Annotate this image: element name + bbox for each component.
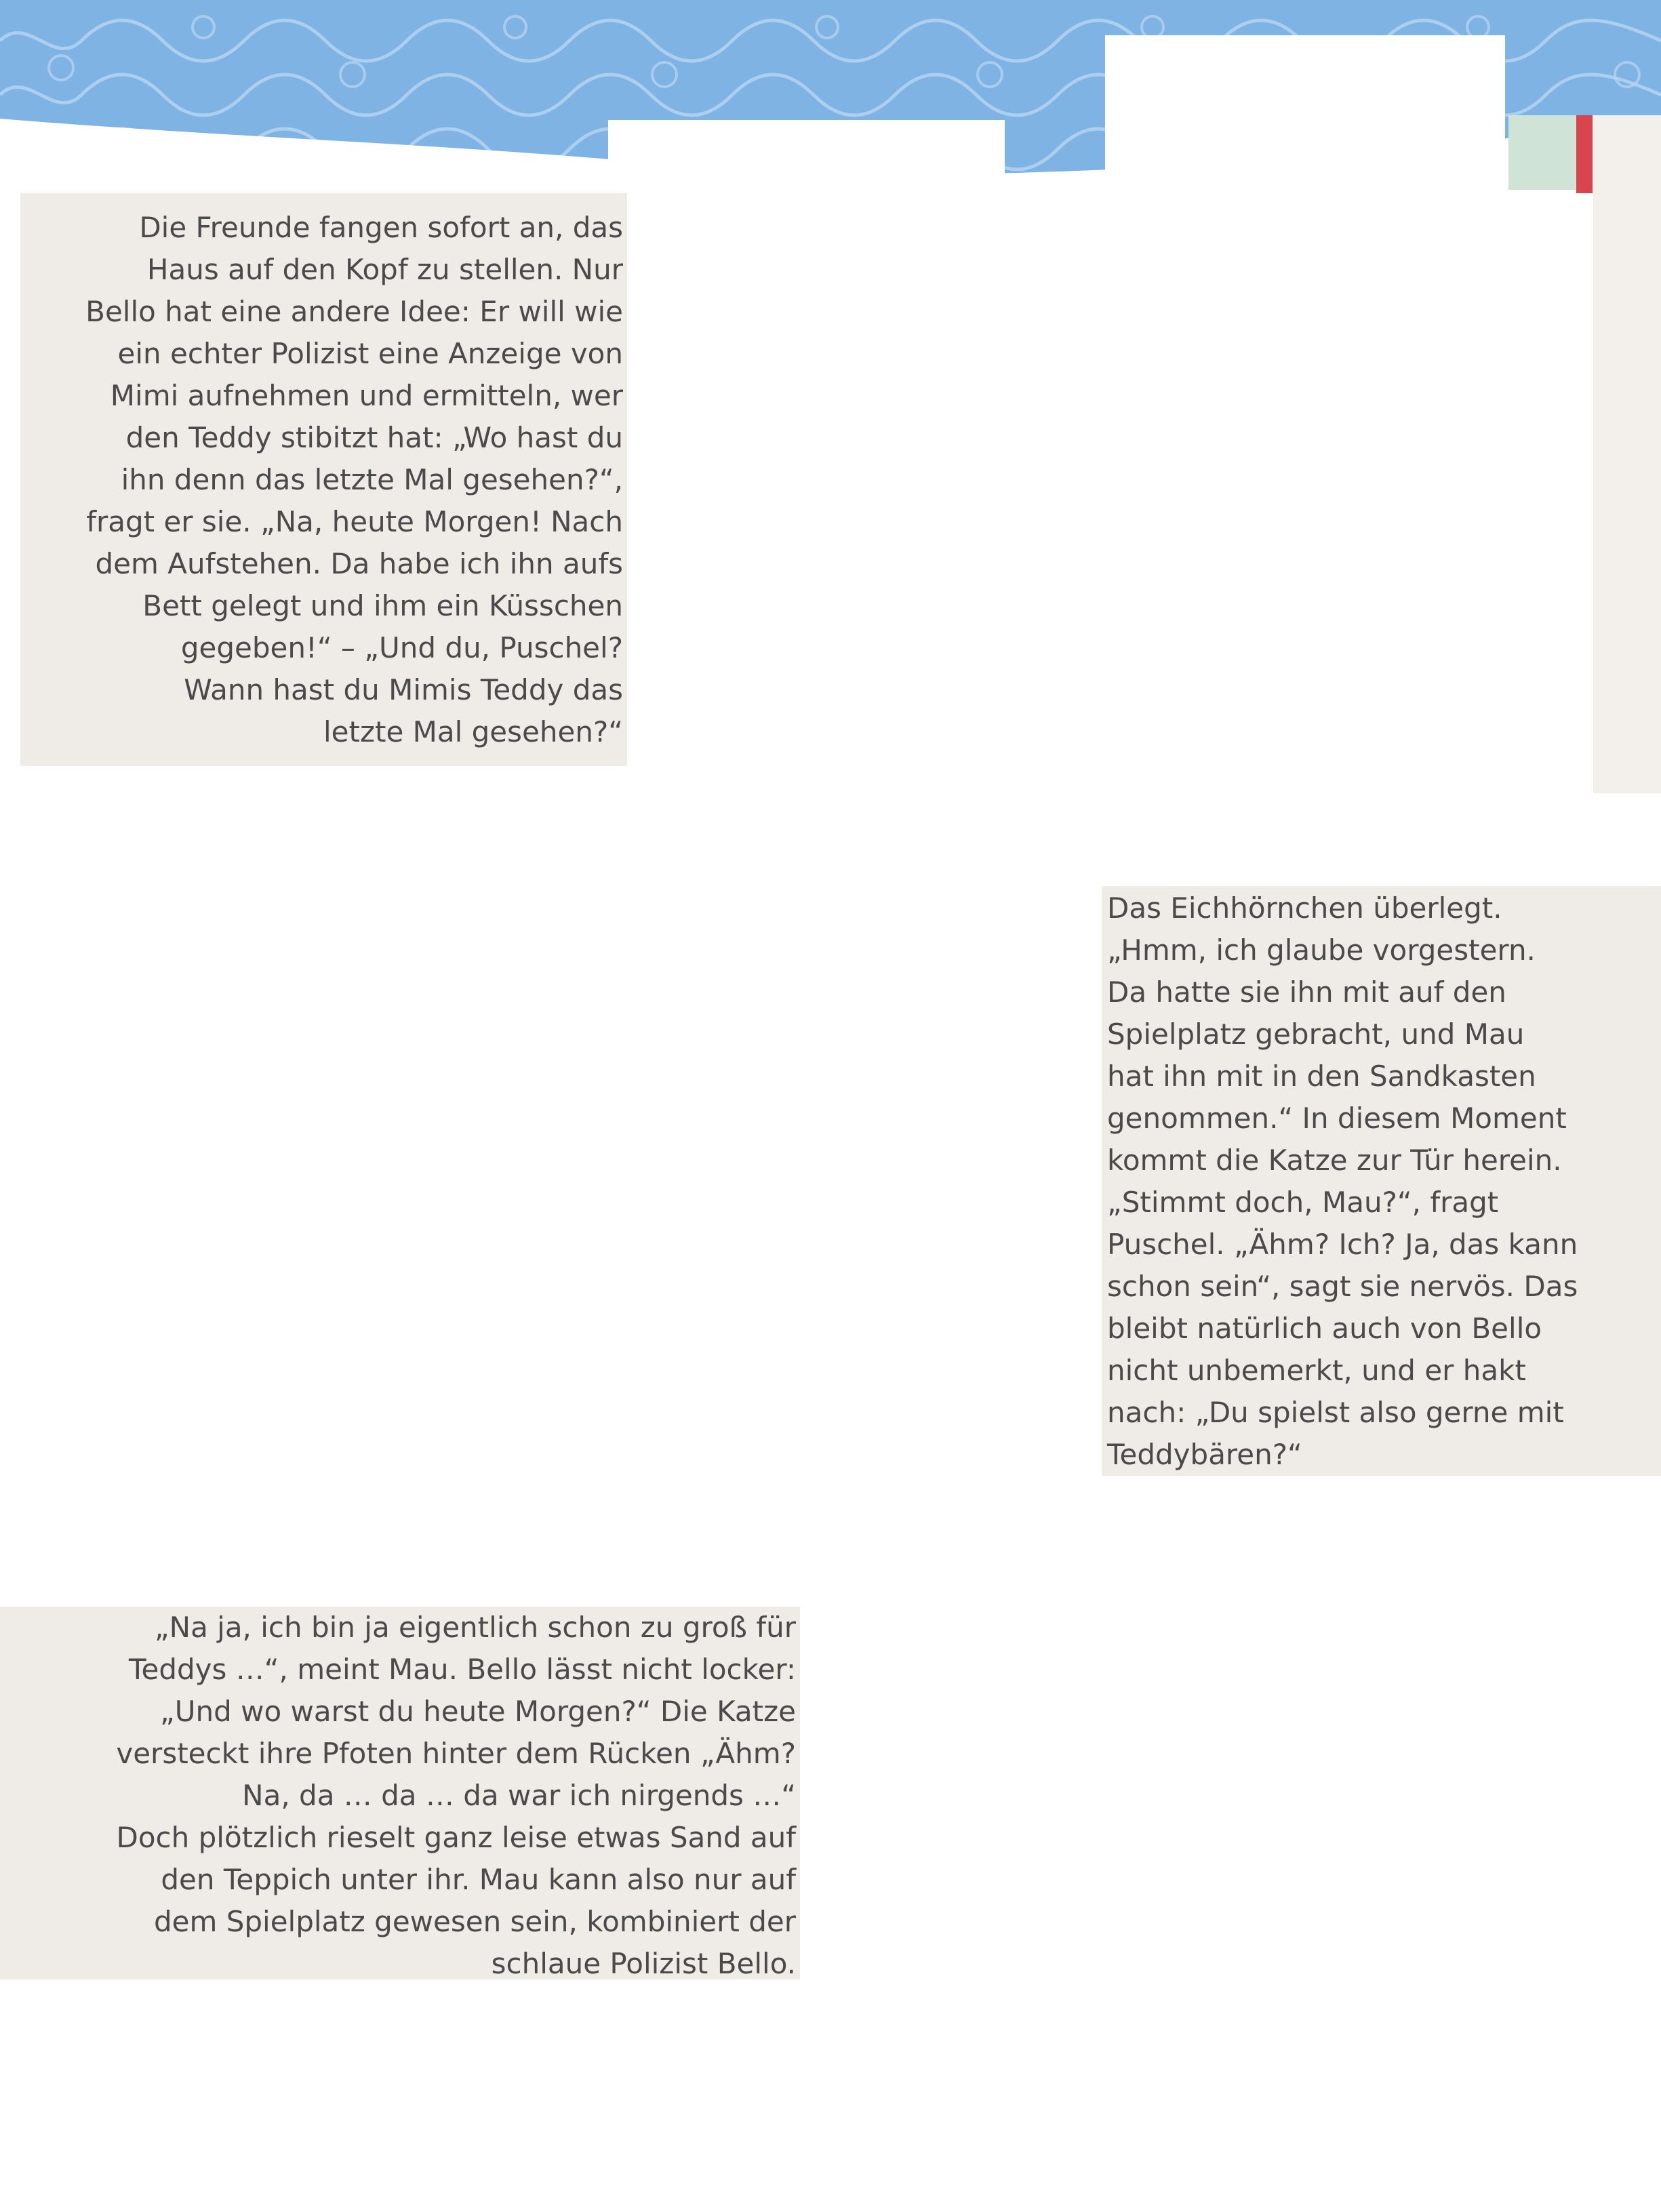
story-paragraph-1 [20, 193, 627, 766]
paragraph-line: Puschel. „Ähm? Ich? Ja, das kann [1107, 1228, 1578, 1261]
story-paragraph-2 [1102, 886, 1661, 1476]
paragraph-line: Bett gelegt und ihm ein Küsschen [142, 589, 623, 622]
paragraph-line: „Hmm, ich glaube vorgestern. [1107, 933, 1536, 967]
paragraph-line: Teddys …“, meint Mau. Bello lässt nicht locker: [128, 1653, 796, 1686]
paragraph-line: genommen.“ In diesem Moment [1107, 1102, 1567, 1135]
paragraph-line: ein echter Polizist eine Anzeige von [117, 337, 623, 370]
curtain-edge [1593, 115, 1661, 793]
paragraph-line: fragt er sie. „Na, heute Morgen! Nach [86, 505, 623, 538]
paragraph-line: versteckt ihre Pfoten hinter dem Rücken „Ähm? [116, 1737, 796, 1770]
paragraph-line: Spielplatz gebracht, und Mau [1107, 1018, 1525, 1051]
paragraph-line: Mimi aufnehmen und ermitteln, wer [110, 379, 623, 412]
paragraph-line: kommt die Katze zur Tür herein. [1107, 1144, 1562, 1177]
paragraph-line: Wann hast du Mimis Teddy das [184, 673, 623, 706]
paragraph-line: Na, da … da … da war ich nirgends …“ [242, 1779, 796, 1812]
curtain-stripe-green [1508, 115, 1576, 190]
paragraph-line: Bello hat eine andere Idee: Er will wie [85, 295, 623, 328]
paragraph-line: „Und wo warst du heute Morgen?“ Die Katze [159, 1695, 796, 1728]
paragraph-line: Das Eichhörnchen überlegt. [1107, 891, 1502, 925]
paragraph-line: ihn denn das letzte Mal gesehen?“, [121, 463, 623, 496]
paragraph-line: gegeben!“ – „Und du, Puschel? [180, 631, 623, 664]
paragraph-line: nicht unbemerkt, und er hakt [1107, 1354, 1526, 1387]
paragraph-line: dem Aufstehen. Da habe ich ihn aufs [95, 547, 623, 580]
paragraph-line: den Teppich unter ihr. Mau kann also nur auf [161, 1863, 796, 1896]
story-paragraph-3 [0, 1607, 800, 1979]
masked-image-left [20, 766, 1102, 1607]
paragraph-line: Doch plötzlich rieselt ganz leise etwas Sand auf [116, 1821, 796, 1854]
paragraph-line: Da hatte sie ihn mit auf den [1107, 976, 1506, 1009]
paragraph-line: „Na ja, ich bin ja eigentlich schon zu groß für [154, 1611, 796, 1644]
paragraph-line: Haus auf den Kopf zu stellen. Nur [146, 253, 623, 286]
paragraph-line: schlaue Polizist Bello. [491, 1947, 796, 1980]
paragraph-line: letzte Mal gesehen?“ [323, 715, 623, 748]
paragraph-line: „Stimmt doch, Mau?“, fragt [1107, 1186, 1499, 1219]
masked-image-top-right [1105, 35, 1505, 198]
paragraph-line: hat ihn mit in den Sandkasten [1107, 1060, 1536, 1093]
paragraph-line: bleibt natürlich auch von Bello [1107, 1312, 1542, 1345]
paragraph-line: Teddybären?“ [1107, 1438, 1302, 1471]
masked-image-top-mid [608, 120, 1005, 195]
paragraph-line: nach: „Du spielst also gerne mit [1107, 1396, 1564, 1429]
paragraph-line: schon sein“, sagt sie nervös. Das [1107, 1270, 1578, 1303]
paragraph-line: dem Spielplatz gewesen sein, kombiniert der [153, 1905, 796, 1938]
paragraph-line: Die Freunde fangen sofort an, das [139, 211, 623, 244]
paragraph-line: den Teddy stibitzt hat: „Wo hast du [125, 421, 623, 454]
